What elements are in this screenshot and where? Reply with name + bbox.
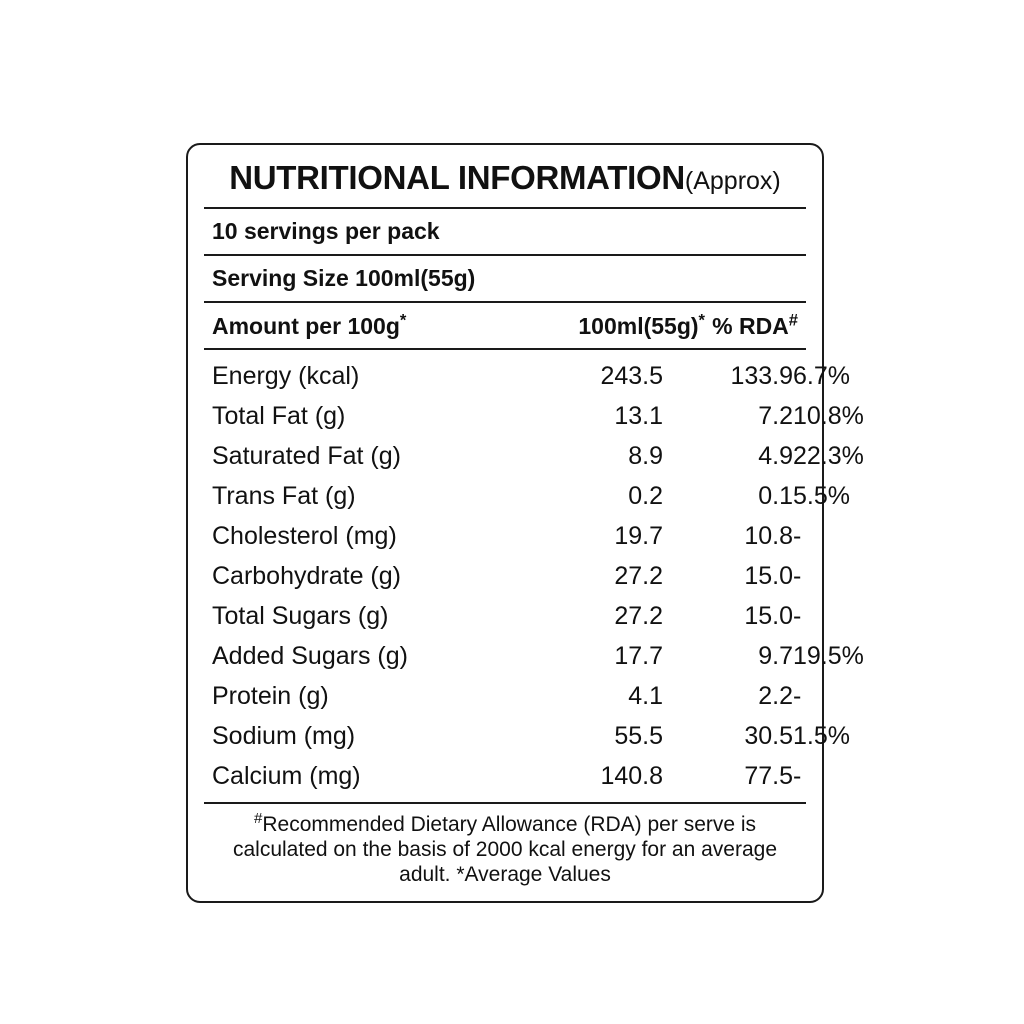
table-row bbox=[188, 436, 864, 476]
nutrient-name: Added Sugars (g) bbox=[212, 641, 408, 670]
nutrient-rda: - bbox=[793, 601, 802, 630]
table-row bbox=[188, 356, 850, 396]
nutrient-per-serve: 2.2 bbox=[758, 681, 793, 710]
nutrient-per-100g: 17.7 bbox=[614, 641, 663, 670]
nutrient-per-serve: 10.8 bbox=[744, 521, 793, 550]
nutrient-rda: - bbox=[793, 561, 802, 590]
table-row bbox=[188, 676, 806, 716]
nutrient-rda: - bbox=[793, 521, 802, 550]
nutrient-rda: 1.5% bbox=[793, 721, 850, 750]
nutrient-per-100g: 27.2 bbox=[614, 561, 663, 590]
footnote-hash: # bbox=[253, 810, 263, 827]
column-header-amount: Amount per 100g* bbox=[212, 310, 407, 339]
nutrient-per-100g: 4.1 bbox=[628, 681, 663, 710]
nutrient-per-100g: 19.7 bbox=[614, 521, 663, 550]
nutrient-per-100g: 0.2 bbox=[628, 481, 663, 510]
table-row bbox=[188, 716, 850, 756]
nutrient-rda: 5.5% bbox=[793, 481, 850, 510]
table-row bbox=[188, 476, 850, 516]
table-row bbox=[188, 596, 806, 636]
table-row bbox=[188, 756, 806, 796]
nutrient-name: Total Fat (g) bbox=[212, 401, 346, 430]
nutrient-per-serve: 15.0 bbox=[744, 561, 793, 590]
nutrient-name: Energy (kcal) bbox=[212, 361, 360, 390]
nutrient-per-serve: 77.5 bbox=[744, 761, 793, 790]
column-header-rda: % RDA# bbox=[712, 310, 798, 339]
nutrient-per-serve: 30.5 bbox=[744, 721, 793, 750]
serving-size: Serving Size 100ml(55g) bbox=[212, 265, 476, 291]
nutrient-per-100g: 27.2 bbox=[614, 601, 663, 630]
nutrient-name: Trans Fat (g) bbox=[212, 481, 356, 510]
panel-title-main: NUTRITIONAL INFORMATION bbox=[229, 159, 685, 196]
nutrient-per-100g: 55.5 bbox=[614, 721, 663, 750]
nutrient-name: Total Sugars (g) bbox=[212, 601, 389, 630]
nutrient-per-serve: 15.0 bbox=[744, 601, 793, 630]
nutrient-per-100g: 13.1 bbox=[614, 401, 663, 430]
rda-header-hash: # bbox=[788, 310, 798, 330]
nutrient-name: Calcium (mg) bbox=[212, 761, 361, 790]
nutrient-rda: - bbox=[793, 761, 802, 790]
nutrient-per-serve: 0.1 bbox=[758, 481, 793, 510]
nutrient-name: Cholesterol (mg) bbox=[212, 521, 397, 550]
table-row bbox=[188, 516, 806, 556]
column-headers bbox=[188, 303, 822, 348]
column-header-per-serve: 100ml(55g)* bbox=[578, 310, 705, 339]
servings-per-pack: 10 servings per pack bbox=[212, 218, 440, 244]
nutrient-name: Sodium (mg) bbox=[212, 721, 356, 750]
per-serve-header-asterisk: * bbox=[698, 310, 705, 330]
nutrient-rda: - bbox=[793, 681, 802, 710]
panel-title bbox=[188, 145, 822, 207]
nutrient-rda: 6.7% bbox=[793, 361, 850, 390]
nutrient-per-100g: 243.5 bbox=[600, 361, 663, 390]
footnote-text: Recommended Dietary Allowance (RDA) per serve is calculated on the basis of 2000 kcal energy for an average adult. *Average Values bbox=[232, 813, 778, 886]
nutrient-per-serve: 133.9 bbox=[730, 361, 793, 390]
nutrient-per-100g: 140.8 bbox=[600, 761, 663, 790]
nutrient-per-serve: 4.9 bbox=[758, 441, 793, 470]
rda-footnote bbox=[188, 804, 822, 901]
nutrient-rda: 19.5% bbox=[793, 641, 864, 670]
nutrient-table bbox=[188, 350, 864, 802]
amount-header-asterisk: * bbox=[399, 310, 407, 330]
nutrient-name: Protein (g) bbox=[212, 681, 329, 710]
nutrient-per-100g: 8.9 bbox=[628, 441, 663, 470]
table-row bbox=[188, 636, 864, 676]
nutrient-rda: 22.3% bbox=[793, 441, 864, 470]
nutrient-name: Carbohydrate (g) bbox=[212, 561, 401, 590]
table-row bbox=[188, 556, 806, 596]
table-row bbox=[188, 396, 864, 436]
nutrient-name: Saturated Fat (g) bbox=[212, 441, 401, 470]
panel-title-approx: (Approx) bbox=[684, 167, 781, 195]
nutrient-per-serve: 9.7 bbox=[758, 641, 793, 670]
nutrient-rda: 10.8% bbox=[793, 401, 864, 430]
nutrition-facts-panel bbox=[186, 143, 864, 903]
nutrient-per-serve: 7.2 bbox=[758, 401, 793, 430]
